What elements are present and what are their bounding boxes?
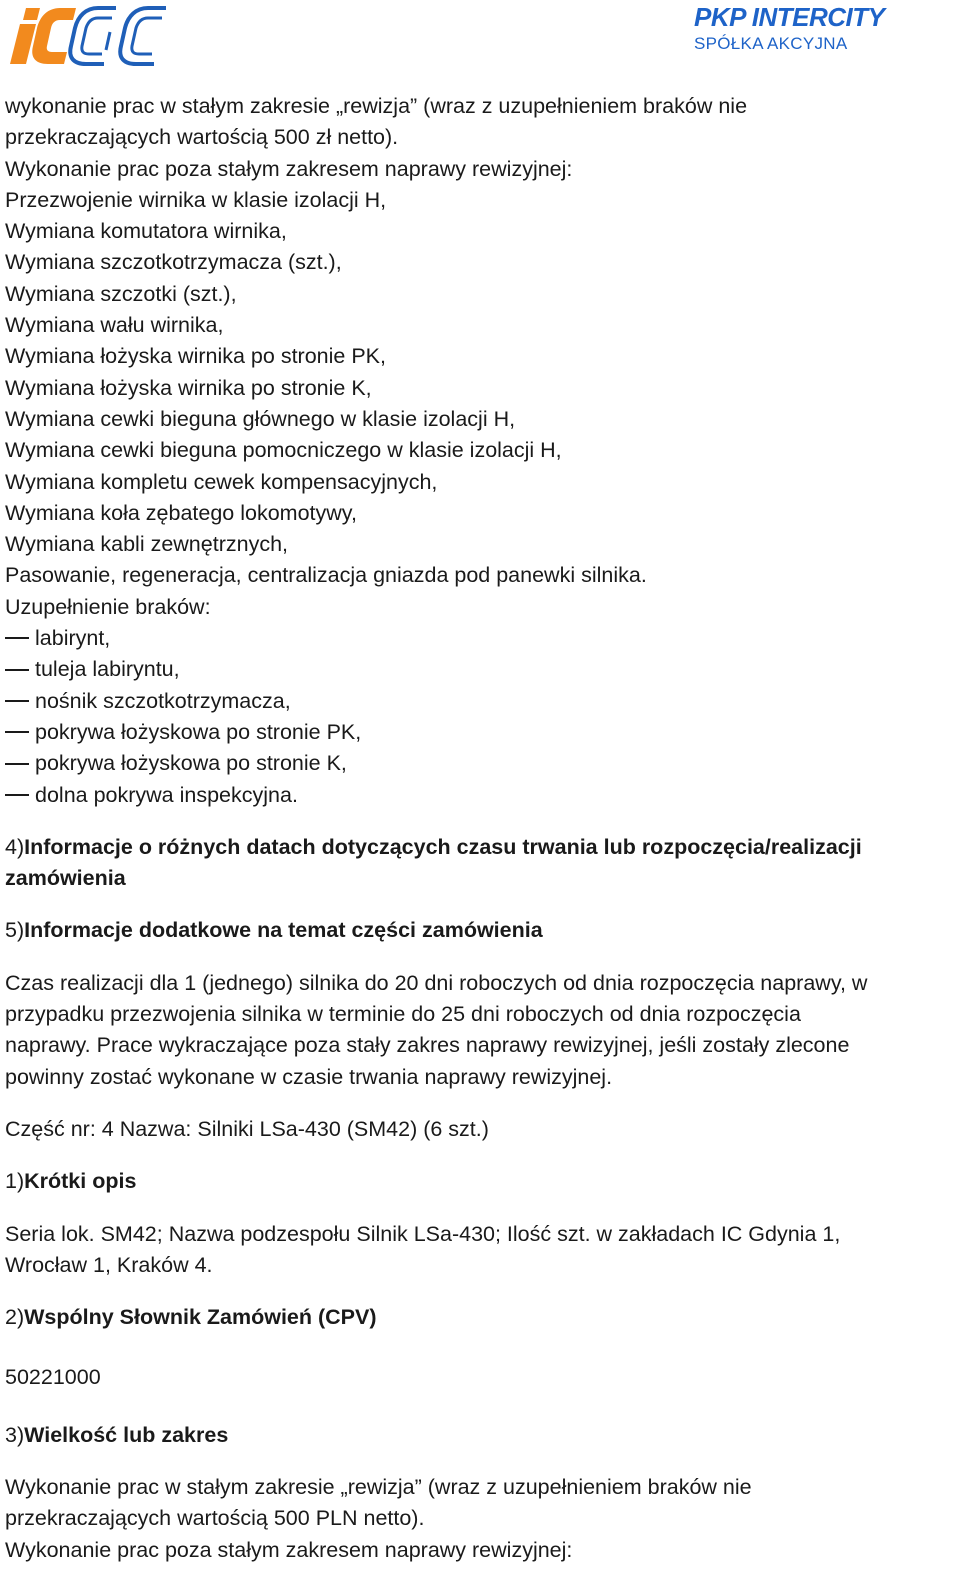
dash-item-text: labirynt,	[35, 626, 111, 651]
section-1-paragraph	[5, 1219, 957, 1282]
section-4-heading-cont	[5, 863, 957, 894]
section-4-heading	[5, 832, 957, 863]
section-title: Krótki opis	[24, 1169, 137, 1194]
text-line: Wymiana łożyska wirnika po stronie PK,	[5, 344, 386, 369]
text-line: przekraczających wartością 500 zł netto).	[5, 125, 399, 150]
section-3-heading	[5, 1420, 957, 1451]
dash-list-item	[5, 748, 957, 779]
page-header	[0, 0, 960, 80]
section-title: zamówienia	[5, 866, 126, 891]
text-line: Wykonanie prac w stałym zakresie „rewizja” (wraz z uzupełnieniem braków nie	[5, 1474, 752, 1499]
text-line: Przezwojenie wirnika w klasie izolacji H,	[5, 187, 387, 212]
text-line: Czas realizacji dla 1 (jednego) silnika do 20 dni roboczych od dnia rozpoczęcia naprawy, w	[5, 970, 868, 995]
section-number: 3)	[5, 1422, 25, 1447]
text-line: Seria lok. SM42; Nazwa podzespołu Silnik LSa-430; Ilość szt. w zakładach IC Gdynia 1,	[5, 1221, 841, 1246]
section-title: Wspólny Słownik Zamówień (CPV)	[24, 1305, 377, 1330]
brand-block	[694, 2, 884, 54]
section-number: 5)	[5, 918, 25, 943]
dash-item-text: tuleja labiryntu,	[35, 657, 180, 682]
text-line: Uzupełnienie braków:	[5, 594, 211, 619]
dash-list	[5, 623, 957, 811]
cpv-code: 50221000	[5, 1365, 101, 1390]
section-number: 4)	[5, 834, 25, 859]
brand-name: PKP INTERCITY	[694, 2, 885, 32]
text-line: Wymiana kompletu cewek kompensacyjnych,	[5, 469, 438, 494]
text-line: Pasowanie, regeneracja, centralizacja gniazda pod panewki silnika.	[5, 563, 647, 588]
text-line: Wymiana szczotkotrzymacza (szt.),	[5, 250, 342, 275]
text-line: Wrocław 1, Kraków 4.	[5, 1252, 213, 1277]
dash-list-item	[5, 623, 957, 654]
text-line: wykonanie prac w stałym zakresie „rewizja” (wraz z uzupełnieniem braków nie	[5, 94, 748, 118]
section-2-heading	[5, 1302, 957, 1333]
text-line: Wymiana cewki bieguna pomocniczego w klasie izolacji H,	[5, 438, 562, 463]
dash-list-item	[5, 654, 957, 685]
text-line: naprawy. Prace wykraczające poza stały zakres naprawy rewizyjnej, jeśli zostały zlecone	[5, 1033, 850, 1058]
section-5-paragraph	[5, 968, 957, 1093]
scope-list	[5, 91, 957, 623]
dash-item-text: dolna pokrywa inspekcyjna.	[35, 782, 298, 807]
section-1-heading	[5, 1166, 957, 1197]
text-line: Wymiana wału wirnika,	[5, 313, 224, 338]
text-line: Wykonanie prac poza stałym zakresem naprawy rewizyjnej:	[5, 156, 573, 181]
text-line: Wymiana szczotki (szt.),	[5, 281, 237, 306]
text-line: Wymiana komutatora wirnika,	[5, 219, 287, 244]
text-line: przypadku przezwojenia silnika w terminie do 25 dni roboczych od dnia rozpoczęcia	[5, 1002, 801, 1027]
part-title: Część nr: 4 Nazwa: Silniki LSa-430 (SM42) (6 szt.)	[5, 1116, 489, 1141]
section-number: 1)	[5, 1169, 25, 1194]
dash-list-item	[5, 780, 957, 811]
section-5-heading	[5, 915, 957, 946]
dash-list-item	[5, 686, 957, 717]
text-line: Wymiana koła zębatego lokomotywy,	[5, 500, 357, 525]
ic-logo	[6, 2, 172, 68]
dash-item-text: nośnik szczotkotrzymacza,	[35, 688, 291, 713]
dash-item-text: pokrywa łożyskowa po stronie K,	[35, 751, 347, 776]
text-line: Wykonanie prac poza stałym zakresem naprawy rewizyjnej:	[5, 1537, 573, 1562]
dash-item-text: pokrywa łożyskowa po stronie PK,	[35, 719, 362, 744]
dash-list-item	[5, 717, 957, 748]
text-line: Wymiana kabli zewnętrznych,	[5, 532, 288, 557]
text-line: Wymiana łożyska wirnika po stronie K,	[5, 375, 372, 400]
section-title: Wielkość lub zakres	[24, 1422, 229, 1447]
document-body	[5, 91, 957, 1566]
text-line: Wymiana cewki bieguna głównego w klasie izolacji H,	[5, 406, 516, 431]
section-number: 2)	[5, 1305, 25, 1330]
section-title: Informacje o różnych datach dotyczących czasu trwania lub rozpoczęcia/realizacji	[24, 834, 862, 859]
brand-subtitle: SPÓŁKA AKCYJNA	[694, 34, 848, 53]
text-line: przekraczających wartością 500 PLN netto).	[5, 1506, 425, 1531]
text-line: powinny zostać wykonane w czasie trwania naprawy rewizyjnej.	[5, 1064, 613, 1089]
section-3-paragraph	[5, 1472, 957, 1566]
section-title: Informacje dodatkowe na temat części zamówienia	[24, 918, 543, 943]
